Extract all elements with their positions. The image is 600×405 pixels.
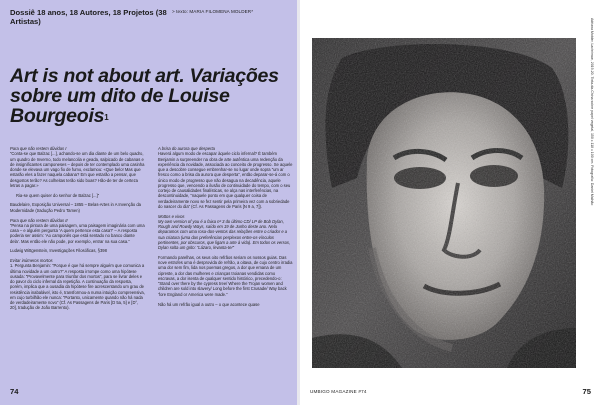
paragraph: My own version of you é a faixa nº 3 do último CD/ LP de Bob Dylan, Rough and Rowdy Ways, saído em 19 de Junho deste ano. Nela deparamos com uma rosa-dos-ventos das relações entre o criador e a sua criatura (uma das preferências perplexos entre-os-vínculos pertinentes, por obscuros, que ligam a arte à vida). Em todos os versos, Dylan solta um grito: “Lázaro, levanta-te!” [158,218,291,251]
headline-text: Art is not about art. Variações sobre um dito de Louise Bourgeois [10,65,279,127]
text-column-left [10,146,145,315]
article-headline [10,66,294,126]
paragraph-heading: Para que não restem dúvidas II [10,217,68,223]
artwork-portrait [312,38,576,368]
paragraph: Ludwig Wittgenstein, Investigações Filosóficas, §398 [10,248,107,254]
paragraph: Formando parelhas, os seus oito refrãos seriam os nossos guias. Das nove estrofes uma é desprovida de refrão, a oitava, de cujo centro irradia uma dor sem fim, lida nos poemas gregos, a dor que emana de um cipreste, a dor das mulheres e crianças troianas vendidas como escravas, a dor isenta de qualquer sentido histórico, precedendo-o: “Stand over there by the cypress tree/ Where the Trojan women and children are sold into slavery/ Long before the first Crusade/ Way back ‘fore England or America were made.” [158,254,293,297]
text-credit: > texto: MARIA FILOMENA MOLDER* [172,9,254,14]
text-column-right [158,146,293,311]
paragraph: Não há um refrão igual a outro – o que acontece quase [158,301,260,307]
artwork-caption: Adriana Molder, Lachrimae, 2019-20. Tinta-da-China sobre papel vegetal, 150 x 118 x 100 cm. Fotografia: Daniel Malhão [590,18,594,206]
paragraph: “Pensa na pintura de uma paisagem, uma paisagem imaginária com uma casa – e alguém pergunta ‘A quem pertence esta casa?’ – A resposta poderia ser assim: ‘Ao camponês que está sentado no banco diante dela’. Mas então ele não pode, por exemplo, entrar na sua casa.” [10,222,145,244]
paragraph: “Conta-se que Balzac [...], achando-se um dia diante de um belo quadro, um quadro de Inverno, todo melancolia e geada, salpicado de cabanas e de insignificantes camponeses – depois de ter contemplado uma casinha donde se elevava um vago fio de fumo, exclamou: «Que belo! Mas que estarão eles a fazer naquela cabana? Em que estarão a pensar, que desgostos terão? As colheitas terão sido boas? Hão-de ter de certeza letras a pagar.» [10,151,145,188]
magazine-name: UMBIGO MAGAZINE #74 [310,389,367,394]
right-page [300,0,600,405]
paragraph-heading: Mottos e vivos [158,213,185,219]
left-page [0,0,297,405]
paragraph: Baudelaire, Exposição Universal – 1855 – Belas-Artes in A Invenção da Modernidade (tradução Pedro Tamen) [10,202,141,213]
headline-footnote-marker: 1 [104,113,109,122]
paragraph-heading: Para que não restem dúvidas I [10,146,67,151]
page-number-right: 75 [582,387,591,396]
paragraph-heading: Evitar inúmeros mortos [10,258,53,264]
page-number-left: 74 [10,387,19,396]
paragraph: Ria-se quem quiser do senhor de Balzac [...]” [16,192,100,198]
section-title: Dossiê 18 anos, 18 Autores, 18 Projetos (38 Artistas) [10,8,167,27]
paragraph: 1. Pergunta Benjamin: “Porque é que há sempre alguém que comunica a última novidade a um outro?” A resposta irrompe como uma hipótese ousada: “Provavelmente para triunfar dos mortos”, para se livrar deles e do pavor do ciclo infernal da repetição. A continuação da resposta, porém, implica que a ousadia da hipótese fire acrescentando um grau de resistência inabalável, isto é, transformou-a numa intuição compreensiva, em cujo turbilhão ele nunca: “Portanto, unicamente quando não há nada de verdadeiramente novo” (Cf. As Passagens de Paris [D 5a, 5] e [D°, 20], tradução de João Barrento). [10,263,145,311]
paragraph-heading: A brisa do aurora que desperta [158,146,215,151]
paragraph: Haverá algum modo de escapar àquele ciclo infernal? É também Benjamin a surpreender na obra de arte autêntica uma redenção da experiência da novidade, associada ao conceito de progresso. Se aquele que a descobre consegue embrenhar-se no lugar onde sopra “um ar fresco como a brisa da aurora que desperta”, então deparar-se-á com o único modo de progresso que não desagua na decadência, aquele progresso que, vencendo a ilusão de continuidade do tempo, com o seu cortejo de causalidades finalísticas, se alça nas interferências, na descontinuidade, “naquele ponto em que qualquer coisa de verdadeiramente novo se fez sentir pela primeira vez com a sobriedade do nascer do dia” (Cf. As Passagens de Paris [N 9 a, 7]). [158,151,293,209]
